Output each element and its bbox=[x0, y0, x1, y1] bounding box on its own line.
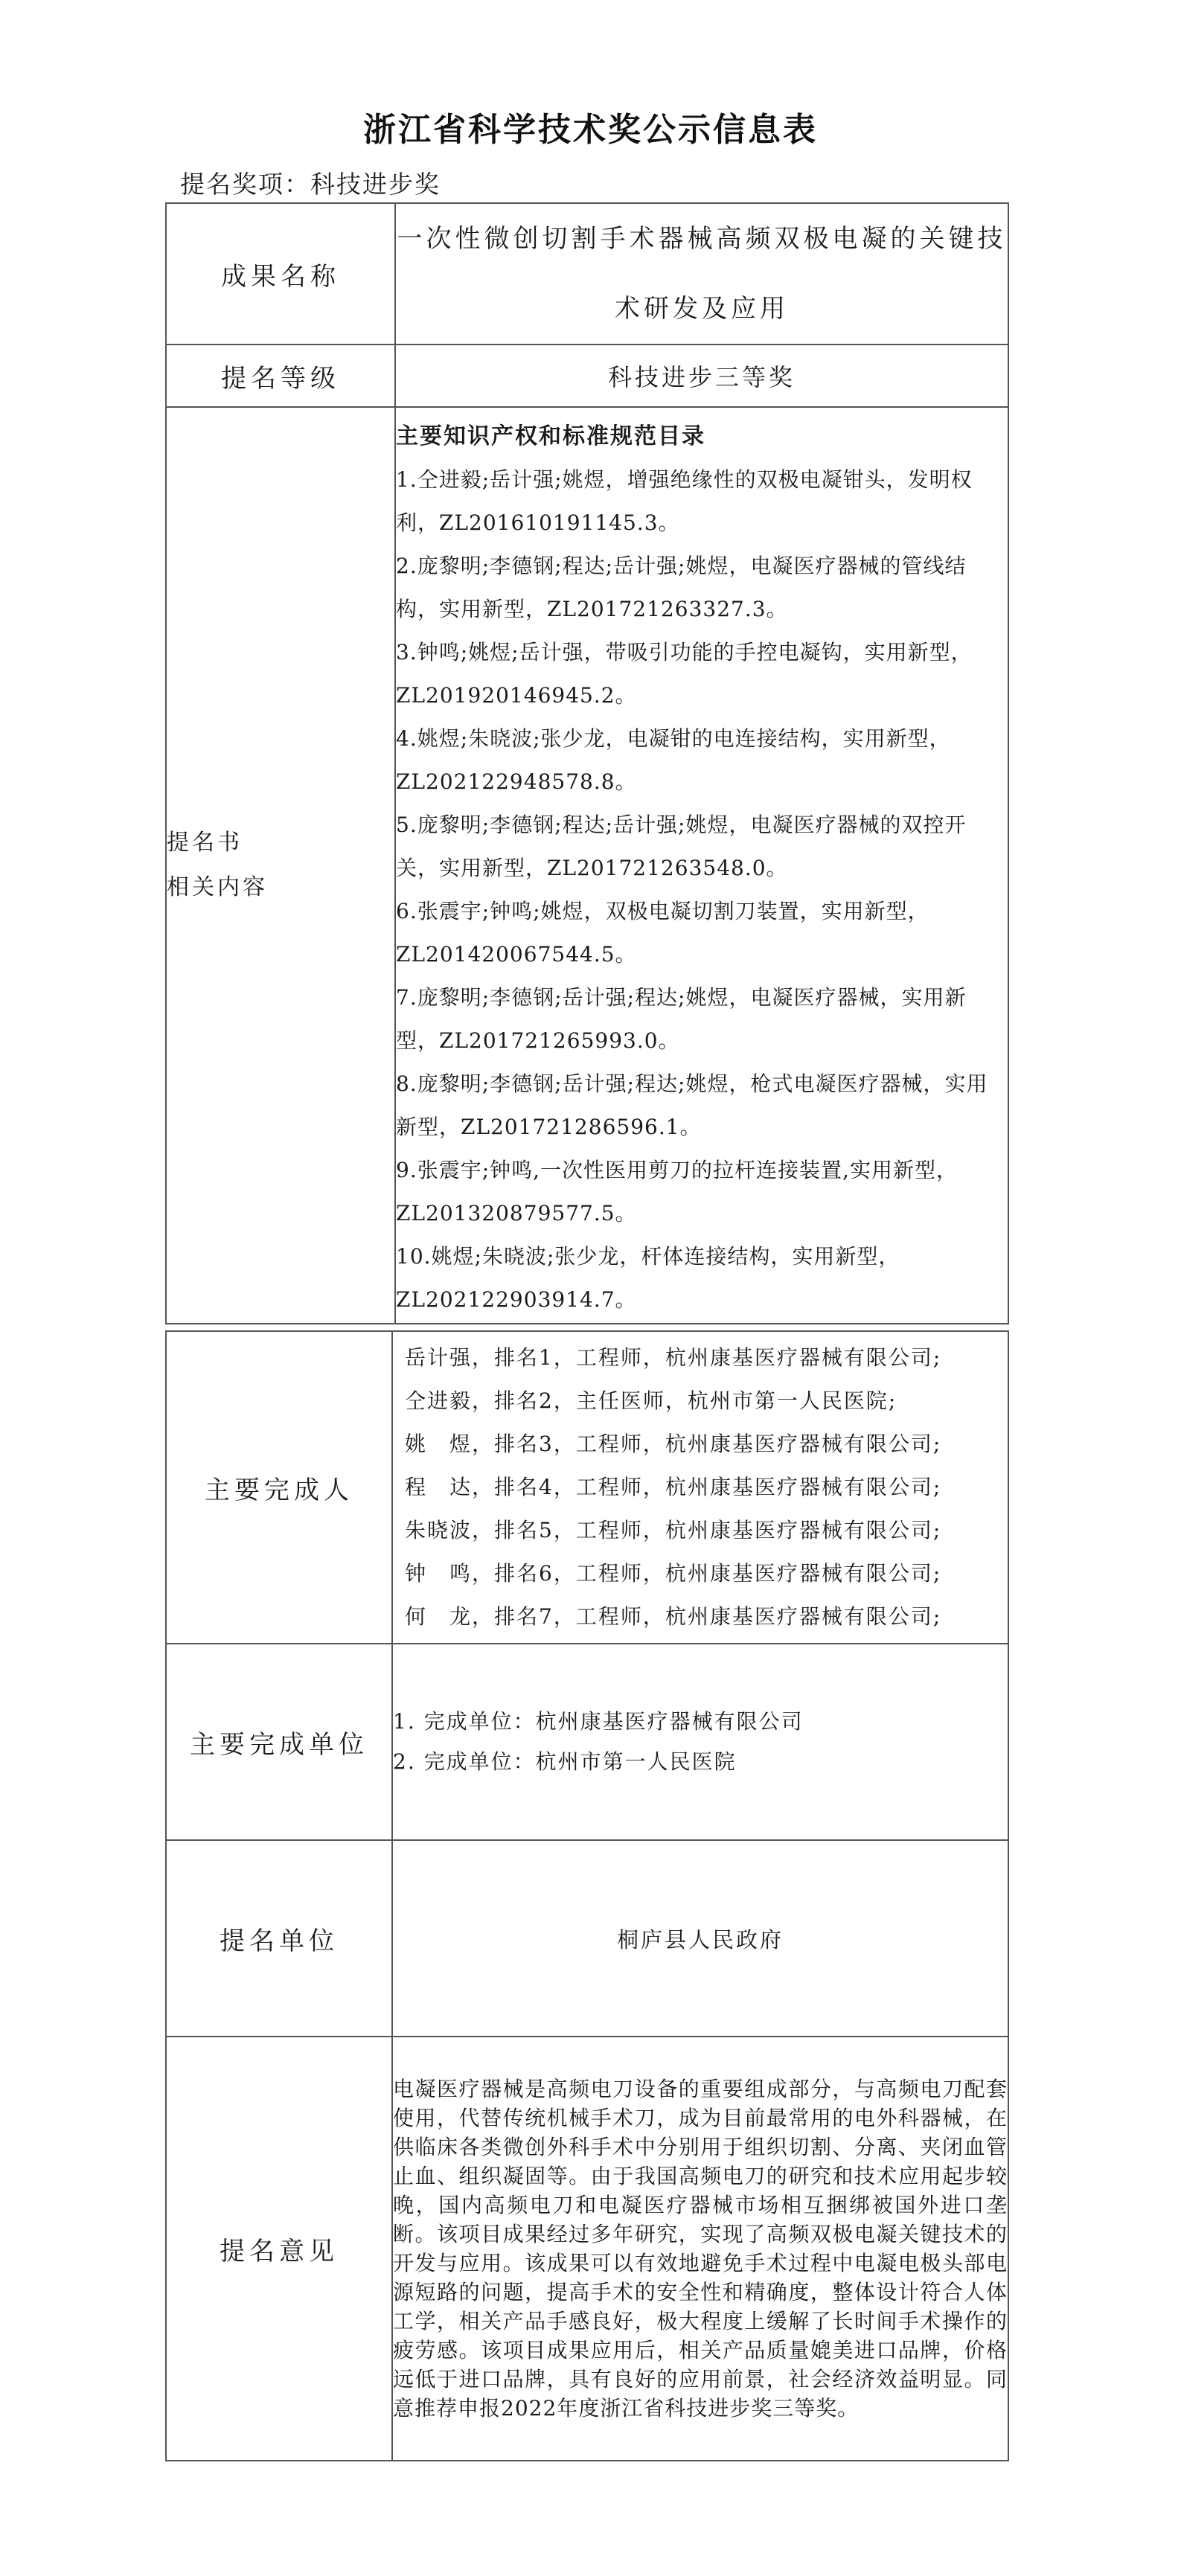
row-achievement-name bbox=[166, 203, 1008, 345]
ip-list-item: 10.姚煜;朱晓波;张少龙，杆体连接结构，实用新型，ZL202122903914.7。 bbox=[396, 1244, 900, 1312]
info-table-1 bbox=[165, 202, 1009, 1324]
opinion-text: 电凝医疗器械是高频电刀设备的重要组成部分，与高频电刀配套使用，代替传统机械手术刀，成为目前最常用的电外科器械，在供临床各类微创外科手术中分别用于组织切割、分离、夹闭血管止血、组织凝固等。由于我国高频电刀的研究和技术应用起步较晚，国内高频电刀和电凝医疗器械市场相互捆绑被国外进口垄断。该项目成果经过多年研究，实现了高频双极电凝关键技术的开发与应用。该成果可以有效地避免手术过程中电凝电极头部电源短路的问题，提高手术的安全性和精确度，整体设计符合人体工学，相关产品手感良好，极大程度上缓解了长时间手术操作的疲劳感。该项目成果应用后，相关产品质量媲美进口品牌，价格远低于进口品牌，具有良好的应用前景，社会经济效益明显。同意推荐申报2022年度浙江省科技进步奖三等奖。 bbox=[392, 2037, 1008, 2461]
ip-list-item: 1.仝进毅;岳计强;姚煜，增强绝缘性的双极电凝钳头，发明权利，ZL201610191145.3。 bbox=[396, 467, 973, 535]
ip-list-item: 9.张震宇;钟鸣,一次性医用剪刀的拉杆连接装置,实用新型，ZL201320879577.5。 bbox=[396, 1158, 958, 1225]
page-title: 浙江省科学技术奖公示信息表 bbox=[363, 111, 818, 149]
row-nomination-content bbox=[166, 407, 1008, 1324]
units-label: 主要完成单位 bbox=[166, 1644, 392, 1840]
ip-list-item: 7.庞黎明;李德钢;岳计强;程达;姚煜，电凝医疗器械，实用新型，ZL201721265993.0。 bbox=[396, 985, 967, 1053]
achievement-name-label: 成果名称 bbox=[166, 203, 395, 345]
nominator-value: 桐庐县人民政府 bbox=[392, 1840, 1008, 2037]
person-list-item: 钟 鸣，排名6，工程师，杭州康基医疗器械有限公司; bbox=[405, 1561, 942, 1586]
grade-value: 科技进步三等奖 bbox=[395, 345, 1008, 407]
person-list-item: 姚 煜，排名3，工程师，杭州康基医疗器械有限公司; bbox=[405, 1432, 942, 1456]
row-opinion bbox=[166, 2037, 1008, 2461]
ip-list bbox=[396, 458, 1008, 1321]
grade-label: 提名等级 bbox=[166, 345, 395, 407]
content-label-line1: 提名书 bbox=[167, 830, 243, 856]
ip-list-item: 4.姚煜;朱晓波;张少龙，电凝钳的电连接结构，实用新型，ZL202122948578.8。 bbox=[396, 726, 951, 794]
persons-label: 主要完成人 bbox=[166, 1331, 392, 1644]
content-label-line2: 相关内容 bbox=[167, 874, 268, 900]
info-table-2 bbox=[165, 1330, 1009, 2461]
person-list-item: 朱晓波，排名5，工程师，杭州康基医疗器械有限公司; bbox=[405, 1518, 942, 1542]
achievement-name: 一次性微创切割手术器械高频双极电凝的关键技术研发及应用 bbox=[397, 224, 1007, 324]
person-list-item: 仝进毅，排名2，主任医师，杭州市第一人民医院; bbox=[405, 1388, 897, 1413]
ip-heading: 主要知识产权和标准规范目录 bbox=[396, 423, 705, 449]
nominator-label: 提名单位 bbox=[166, 1840, 392, 2037]
ip-list-item: 3.钟鸣;姚煜;岳计强，带吸引功能的手控电凝钩，实用新型，ZL201920146945.2。 bbox=[396, 640, 973, 708]
ip-list-item: 8.庞黎明;李德钢;岳计强;程达;姚煜，枪式电凝医疗器械，实用新型，ZL201721286596.1。 bbox=[396, 1071, 988, 1139]
person-list bbox=[405, 1336, 1008, 1638]
person-list-item: 岳计强，排名1，工程师，杭州康基医疗器械有限公司; bbox=[405, 1345, 942, 1370]
row-grade bbox=[166, 345, 1008, 407]
row-nominator bbox=[166, 1840, 1008, 2037]
award-type: 提名奖项：科技进步奖 bbox=[180, 170, 441, 199]
unit-list-item: 1. 完成单位：杭州康基医疗器械有限公司 bbox=[393, 1709, 804, 1734]
person-list-item: 程 达，排名4，工程师，杭州康基医疗器械有限公司; bbox=[405, 1475, 942, 1499]
opinion-label: 提名意见 bbox=[166, 2037, 392, 2461]
person-list-item: 何 龙，排名7，工程师，杭州康基医疗器械有限公司; bbox=[405, 1604, 942, 1629]
row-main-persons bbox=[166, 1331, 1008, 1644]
ip-list-item: 5.庞黎明;李德钢;程达;岳计强;姚煜，电凝医疗器械的双控开关，实用新型，ZL201721263548.0。 bbox=[396, 813, 967, 880]
row-main-units bbox=[166, 1644, 1008, 1840]
unit-list bbox=[393, 1702, 1008, 1782]
unit-list-item: 2. 完成单位：杭州市第一人民医院 bbox=[393, 1749, 737, 1774]
ip-list-item: 6.张震宇;钟鸣;姚煜，双极电凝切割刀装置，实用新型，ZL201420067544.5。 bbox=[396, 899, 929, 967]
ip-list-item: 2.庞黎明;李德钢;程达;岳计强;姚煜，电凝医疗器械的管线结构，实用新型，ZL201721263327.3。 bbox=[396, 554, 967, 621]
